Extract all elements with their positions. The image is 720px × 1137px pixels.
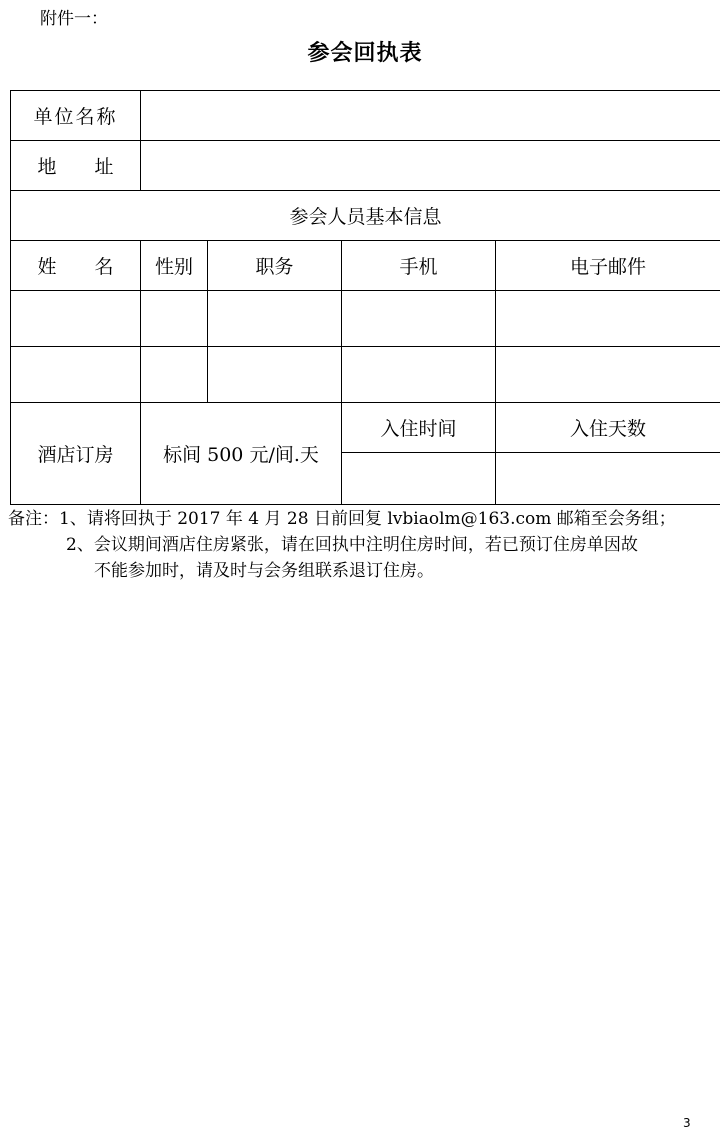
attendee-position-cell[interactable] xyxy=(208,347,342,403)
page-title: 参会回执表 xyxy=(307,41,423,66)
attendee-info-header: 参会人员基本信息 xyxy=(11,191,720,241)
section-header-row xyxy=(11,191,720,241)
unit-label: 单位名称 xyxy=(11,91,141,141)
column-header-mobile: 手机 xyxy=(342,241,496,291)
column-header-name: 姓 名 xyxy=(11,241,141,291)
unit-row xyxy=(11,91,720,141)
column-header-row xyxy=(11,241,720,291)
hotel-rate: 标间 500 元/间.天 xyxy=(141,403,342,505)
checkin-days-label: 入住天数 xyxy=(496,403,720,453)
notes xyxy=(8,506,720,584)
attendee-gender-cell[interactable] xyxy=(141,291,208,347)
hotel-row-top xyxy=(11,403,720,453)
column-header-gender: 性别 xyxy=(141,241,208,291)
column-header-email: 电子邮件 xyxy=(496,241,720,291)
attachment-label: 附件一： xyxy=(40,9,108,29)
column-header-position: 职务 xyxy=(208,241,342,291)
attendee-email-cell[interactable] xyxy=(496,291,720,347)
attendee-email-cell[interactable] xyxy=(496,347,720,403)
checkin-time-cell[interactable] xyxy=(342,453,496,505)
attendee-name-cell[interactable] xyxy=(11,347,141,403)
registration-form-table xyxy=(10,90,720,505)
attendee-name-cell[interactable] xyxy=(11,291,141,347)
address-value-cell[interactable] xyxy=(141,141,720,191)
attendee-position-cell[interactable] xyxy=(208,291,342,347)
hotel-booking-label: 酒店订房 xyxy=(11,403,141,505)
attendee-row-1 xyxy=(11,291,720,347)
address-row xyxy=(11,141,720,191)
checkin-time-label: 入住时间 xyxy=(342,403,496,453)
attendee-gender-cell[interactable] xyxy=(141,347,208,403)
unit-value-cell[interactable] xyxy=(141,91,720,141)
attendee-mobile-cell[interactable] xyxy=(342,347,496,403)
note-line-2: 2、会议期间酒店住房紧张，请在回执中注明住房时间，若已预订住房单因故 xyxy=(66,535,638,555)
address-label: 地 址 xyxy=(11,141,141,191)
attendee-row-2 xyxy=(11,347,720,403)
checkin-days-cell[interactable] xyxy=(496,453,720,505)
note-line-1: 备注：1、请将回执于 2017 年 4 月 28 日前回复 lvbiaolm@163.com 邮箱至会务组； xyxy=(8,509,676,529)
note-line-3: 不能参加时，请及时与会务组联系退订住房。 xyxy=(94,561,434,581)
attendee-mobile-cell[interactable] xyxy=(342,291,496,347)
page-number: 3 xyxy=(683,1116,691,1130)
